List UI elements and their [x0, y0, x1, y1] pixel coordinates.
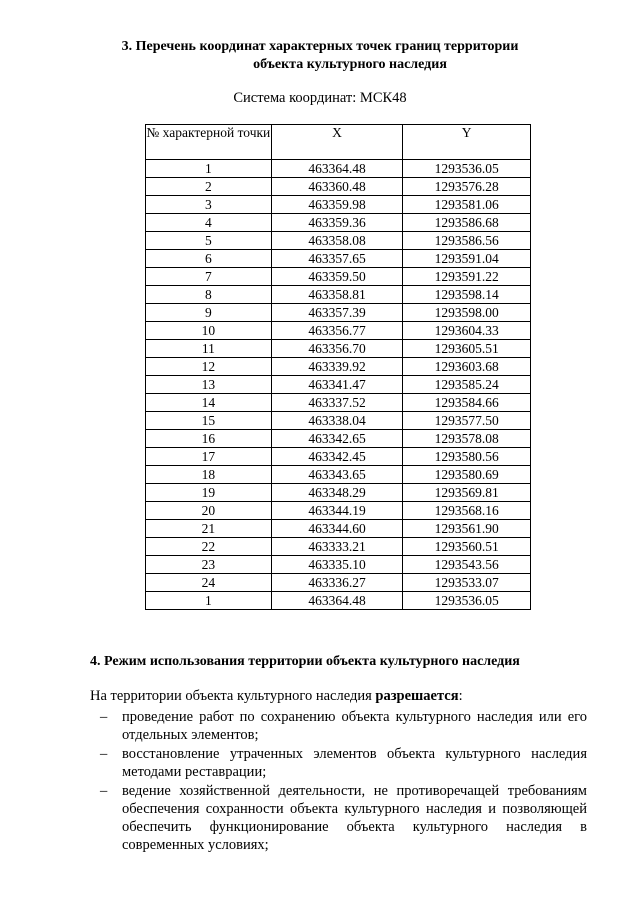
table-row: [146, 376, 531, 394]
cell-x: 463342.45: [271, 448, 403, 466]
cell-y: 1293598.14: [403, 286, 531, 304]
table-row: [146, 214, 531, 232]
permitted-activities-list: [90, 708, 587, 855]
cell-y: 1293584.66: [403, 394, 531, 412]
table-row: [146, 286, 531, 304]
cell-y: 1293536.05: [403, 160, 531, 178]
intro-bold-permitted: разрешается: [375, 688, 459, 704]
cell-point-number: 13: [146, 376, 272, 394]
list-item: [90, 745, 587, 781]
cell-point-number: 23: [146, 556, 272, 574]
header-point-number: № характерной точки: [146, 125, 272, 160]
cell-x: 463360.48: [271, 178, 403, 196]
cell-y: 1293591.22: [403, 268, 531, 286]
table-row: [146, 160, 531, 178]
cell-y: 1293605.51: [403, 340, 531, 358]
cell-x: 463342.65: [271, 430, 403, 448]
section-3-title-line1: 3. Перечень координат характерных точек границ территории: [121, 39, 519, 54]
cell-point-number: 6: [146, 250, 272, 268]
cell-x: 463358.81: [271, 286, 403, 304]
cell-y: 1293533.07: [403, 574, 531, 592]
list-item: [90, 708, 587, 744]
table-row: [146, 448, 531, 466]
table-row: [146, 430, 531, 448]
cell-y: 1293569.81: [403, 484, 531, 502]
cell-point-number: 11: [146, 340, 272, 358]
table-row: [146, 340, 531, 358]
section-4-title: 4. Режим использования территории объекта культурного наследия: [90, 654, 520, 669]
intro-colon: :: [458, 688, 463, 704]
cell-y: 1293543.56: [403, 556, 531, 574]
cell-x: 463359.98: [271, 196, 403, 214]
list-dash: –: [100, 709, 108, 725]
table-row: [146, 358, 531, 376]
cell-x: 463339.92: [271, 358, 403, 376]
cell-x: 463357.39: [271, 304, 403, 322]
cell-y: 1293536.05: [403, 592, 531, 610]
cell-x: 463344.60: [271, 520, 403, 538]
cell-point-number: 15: [146, 412, 272, 430]
table-row: [146, 520, 531, 538]
cell-point-number: 4: [146, 214, 272, 232]
table-row: [146, 394, 531, 412]
cell-y: 1293561.90: [403, 520, 531, 538]
table-row: [146, 232, 531, 250]
table-row: [146, 412, 531, 430]
table-header-row: [146, 125, 531, 160]
cell-point-number: 24: [146, 574, 272, 592]
cell-y: 1293560.51: [403, 538, 531, 556]
cell-x: 463359.50: [271, 268, 403, 286]
cell-x: 463338.04: [271, 412, 403, 430]
list-item: [90, 782, 587, 854]
cell-x: 463356.77: [271, 322, 403, 340]
cell-point-number: 2: [146, 178, 272, 196]
cell-y: 1293577.50: [403, 412, 531, 430]
cell-x: 463337.52: [271, 394, 403, 412]
cell-y: 1293581.06: [403, 196, 531, 214]
cell-point-number: 14: [146, 394, 272, 412]
list-dash: –: [100, 746, 108, 762]
intro-text: На территории объекта культурного наследия: [90, 688, 376, 704]
table-row: [146, 592, 531, 610]
cell-point-number: 7: [146, 268, 272, 286]
cell-point-number: 8: [146, 286, 272, 304]
cell-point-number: 9: [146, 304, 272, 322]
table-row: [146, 322, 531, 340]
cell-point-number: 16: [146, 430, 272, 448]
cell-point-number: 10: [146, 322, 272, 340]
cell-point-number: 3: [146, 196, 272, 214]
table-row: [146, 484, 531, 502]
cell-y: 1293604.33: [403, 322, 531, 340]
cell-x: 463336.27: [271, 574, 403, 592]
cell-x: 463348.29: [271, 484, 403, 502]
table-row: [146, 556, 531, 574]
section-3-title: [60, 38, 580, 74]
table-row: [146, 304, 531, 322]
coordinates-table: [145, 124, 531, 610]
table-row: [146, 574, 531, 592]
cell-x: 463358.08: [271, 232, 403, 250]
table-row: [146, 196, 531, 214]
cell-x: 463343.65: [271, 466, 403, 484]
header-x: X: [271, 125, 403, 160]
cell-x: 463359.36: [271, 214, 403, 232]
cell-x: 463364.48: [271, 592, 403, 610]
table-row: [146, 268, 531, 286]
cell-y: 1293591.04: [403, 250, 531, 268]
coordinate-system-label: Система координат: МСК48: [233, 90, 407, 106]
cell-x: 463357.65: [271, 250, 403, 268]
cell-y: 1293580.56: [403, 448, 531, 466]
table-row: [146, 502, 531, 520]
cell-x: 463364.48: [271, 160, 403, 178]
list-item-text: восстановление утраченных элементов объекта культурного наследия методами реставрации;: [122, 746, 587, 780]
cell-point-number: 5: [146, 232, 272, 250]
cell-y: 1293586.56: [403, 232, 531, 250]
cell-y: 1293580.69: [403, 466, 531, 484]
cell-x: 463333.21: [271, 538, 403, 556]
cell-y: 1293598.00: [403, 304, 531, 322]
header-y: Y: [403, 125, 531, 160]
cell-x: 463344.19: [271, 502, 403, 520]
cell-x: 463341.47: [271, 376, 403, 394]
cell-y: 1293568.16: [403, 502, 531, 520]
cell-point-number: 12: [146, 358, 272, 376]
cell-y: 1293576.28: [403, 178, 531, 196]
list-item-text: проведение работ по сохранению объекта культурного наследия или его отдельных элементов;: [122, 709, 587, 743]
list-item-text: ведение хозяйственной деятельности, не противоречащей требованиям обеспечения сохранности объекта культурного наследия и позволяющей обеспечить функционирование объекта культурного наследия в современных условиях;: [122, 783, 587, 853]
cell-y: 1293585.24: [403, 376, 531, 394]
cell-point-number: 18: [146, 466, 272, 484]
cell-y: 1293578.08: [403, 430, 531, 448]
cell-point-number: 1: [146, 592, 272, 610]
cell-point-number: 22: [146, 538, 272, 556]
table-row: [146, 250, 531, 268]
table-row: [146, 178, 531, 196]
cell-point-number: 1: [146, 160, 272, 178]
table-row: [146, 538, 531, 556]
list-dash: –: [100, 783, 108, 799]
section-3-title-line2: объекта культурного наследия: [253, 57, 447, 72]
cell-x: 463356.70: [271, 340, 403, 358]
table-body: [146, 160, 531, 610]
cell-point-number: 20: [146, 502, 272, 520]
cell-y: 1293603.68: [403, 358, 531, 376]
table-row: [146, 466, 531, 484]
cell-x: 463335.10: [271, 556, 403, 574]
cell-point-number: 21: [146, 520, 272, 538]
permitted-intro: [90, 688, 463, 705]
cell-point-number: 19: [146, 484, 272, 502]
cell-point-number: 17: [146, 448, 272, 466]
cell-y: 1293586.68: [403, 214, 531, 232]
